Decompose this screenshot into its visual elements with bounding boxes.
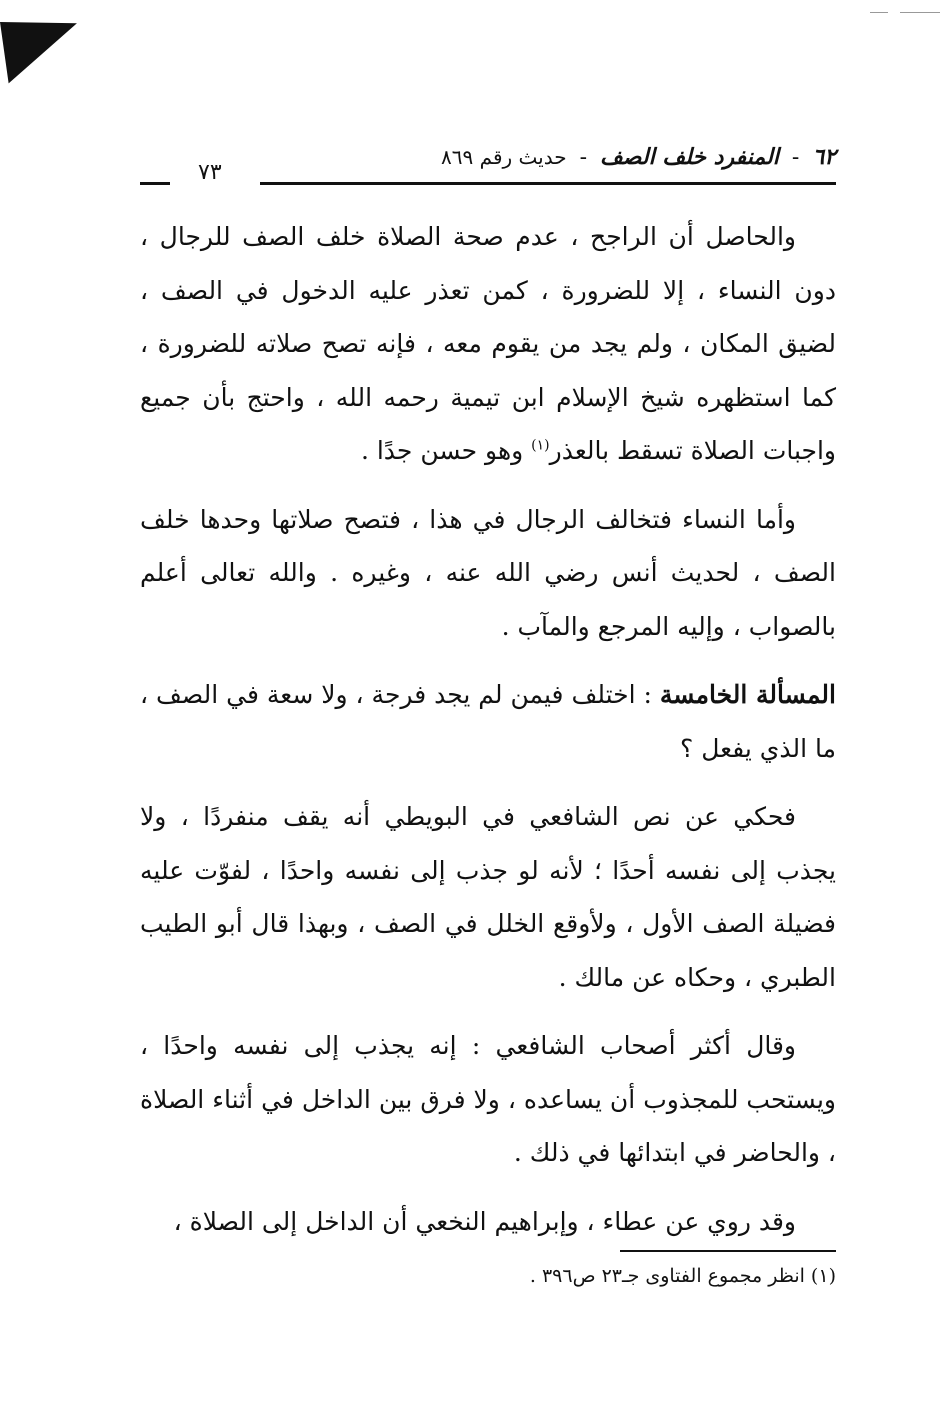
paragraph: المسألة الخامسة : اختلف فيمن لم يجد فرجة ، ولا سعة في الصف ، ما الذي يفعل ؟ [140, 680, 836, 763]
paragraph: وقال أكثر أصحاب الشافعي : إنه يجذب إلى نفسه واحدًا ، ويستحب للمجذوب أن يساعده ، ولا فرق بين الداخل في أثناء الصلاة ، والحاضر في ابتدائها في ذلك . [140, 1031, 836, 1167]
header-rule [260, 182, 836, 185]
header-rule-short [140, 182, 170, 185]
scan-dash-mark [870, 12, 888, 13]
chapter-number: ٦٢ [812, 144, 836, 170]
paragraph: وأما النساء فتخالف الرجال في هذا ، فتصح صلاتها وحدها خلف الصف ، لحديث أنس رضي الله عنه ، وغيره . والله تعالى أعلم بالصواب ، وإليه المرجع والمآب . [140, 504, 836, 641]
paragraph: والحاصل أن الراجح ، عدم صحة الصلاة خلف الصف للرجال ، دون النساء ، إلا للضرورة ، كمن تعذر عليه الدخول في الصف ، لضيق المكان ، ولم يجد من يقوم معه ، فإنه تصح صلاته للضرورة ، كما استظهره شيخ الإسلام ابن تيمية رحمه الله ، واحتج بأن جميع واجبات الصلاة تسقط بالعذر$^{(١)}$ وهو حسن جدًا . [140, 222, 836, 465]
running-header [140, 140, 836, 200]
paragraph: فحكي عن نص الشافعي في البويطي أنه يقف منفردًا ، ولا يجذب إلى نفسه أحدًا ؛ لأنه لو جذب إلى نفسه واحدًا ، لفوّت عليه فضيلة الصف الأول ، ولأوقع الخلل في الصف ، وبهذا قال أبو الطيب الطبري ، وحكاه عن مالك . [140, 802, 837, 992]
page-number: ٧٣ [198, 160, 222, 185]
hadith-reference: حديث رقم ٨٦٩ [441, 145, 567, 169]
paragraph: وقد روي عن عطاء ، وإبراهيم النخعي أن الداخل إلى الصلاة ، [173, 1206, 796, 1236]
footnote: (١) انظر مجموع الفتاوى جـ٢٣ ص٣٩٦ . [529, 1265, 836, 1287]
chapter-title: المنفرد خلف الصف [600, 144, 779, 170]
footnote-reference: (١) [531, 437, 550, 454]
issue-heading: المسألة الخامسة [659, 680, 836, 709]
main-text [140, 210, 836, 1263]
scan-corner-mark [0, 11, 84, 83]
header-title: ٦٢ - المنفرد خلف الصف - حديث رقم ٨٦٩ [441, 144, 836, 170]
scan-dash-mark [900, 12, 940, 13]
footnote-separator [620, 1250, 836, 1252]
